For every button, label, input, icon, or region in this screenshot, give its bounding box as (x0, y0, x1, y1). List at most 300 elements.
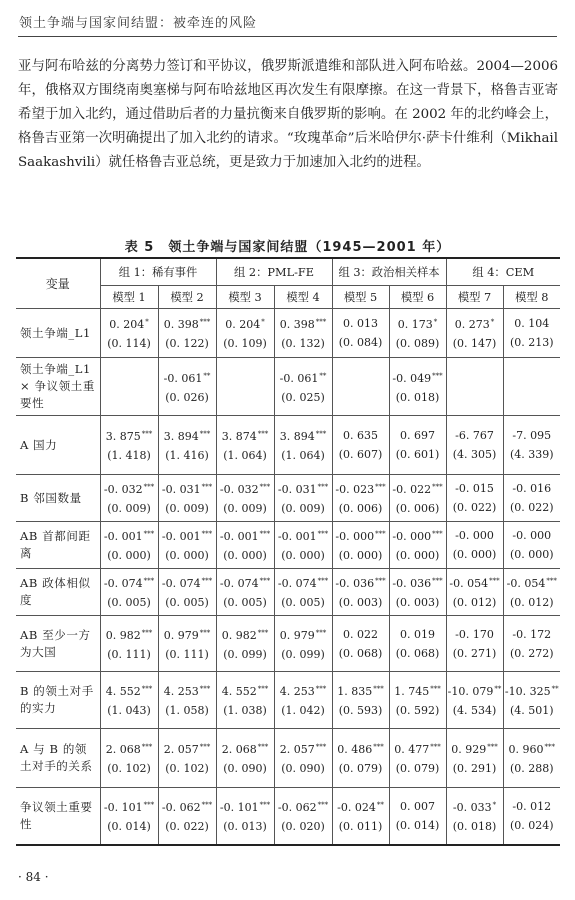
coefficient-cell (332, 416, 389, 475)
coefficient-value: -0. 000 (455, 529, 494, 542)
coefficient-cell (446, 358, 503, 416)
standard-error: (0. 014) (395, 818, 440, 832)
variable-label: A 与 B 的领土对手的关系 (16, 729, 100, 788)
coefficient-value: 0. 398 (163, 318, 199, 331)
coefficient-cell (503, 416, 560, 475)
significance-stars: ** (376, 800, 384, 809)
page-number: · 84 · (18, 870, 49, 884)
model-header: 模型 6 (389, 286, 446, 309)
coefficient-value: 1. 745 (394, 685, 430, 698)
significance-stars: *** (432, 530, 443, 538)
coefficient-value: 0. 929 (451, 743, 487, 756)
coefficient-cell (100, 522, 158, 569)
standard-error: (0. 601) (395, 448, 440, 461)
standard-error: (1. 064) (223, 449, 267, 462)
significance-stars: *** (259, 800, 271, 809)
significance-stars: *** (317, 577, 329, 585)
standard-error: (0. 000) (395, 549, 440, 562)
significance-stars: * (492, 800, 497, 809)
standard-error: (0. 147) (452, 337, 497, 350)
significance-stars: *** (143, 483, 155, 491)
coefficient-cell (503, 309, 560, 358)
standard-error: (0. 079) (338, 762, 383, 775)
significance-stars: *** (487, 743, 498, 751)
group-header: 组 2：PML-FE (216, 258, 332, 286)
standard-error: (0. 291) (452, 762, 497, 775)
coefficient-value: -0. 032 (103, 483, 143, 496)
standard-error: (0. 005) (107, 596, 151, 609)
coefficient-cell (332, 788, 389, 845)
variable-label: B 邻国数量 (16, 475, 100, 522)
significance-stars: *** (315, 430, 327, 438)
significance-stars: *** (143, 800, 155, 809)
coefficient-value: -0. 054 (449, 577, 489, 590)
standard-error: (0. 000) (107, 549, 151, 562)
standard-error: (0. 090) (223, 762, 267, 775)
coefficient-cell (100, 569, 158, 616)
significance-stars: *** (317, 800, 329, 809)
coefficient-cell (446, 788, 503, 845)
standard-error: (0. 006) (338, 502, 383, 515)
coefficient-cell (274, 729, 332, 788)
coefficient-cell (274, 522, 332, 569)
coefficient-value: -0. 033 (452, 800, 492, 814)
standard-error: (0. 079) (395, 762, 440, 775)
standard-error: (0. 011) (338, 819, 383, 833)
coefficient-cell (389, 729, 446, 788)
coefficient-value: 0. 007 (400, 799, 436, 813)
standard-error: (0. 009) (281, 502, 325, 515)
significance-stars: *** (315, 628, 327, 637)
table-title: 表 5 领土争端与国家间结盟（1945—2001 年） (124, 240, 451, 255)
coefficient-cell (216, 358, 274, 416)
standard-error: (0. 000) (452, 548, 497, 561)
significance-stars: *** (259, 483, 271, 491)
significance-stars: *** (430, 743, 441, 751)
model-header: 模型 2 (158, 286, 216, 309)
table-row (16, 788, 560, 845)
significance-stars: *** (315, 685, 327, 693)
standard-error: (1. 043) (107, 704, 151, 717)
standard-error: (0. 090) (281, 762, 325, 775)
coefficient-value: 0. 697 (400, 429, 436, 442)
coefficient-cell (216, 729, 274, 788)
standard-error: (0. 005) (165, 596, 209, 609)
significance-stars: * (433, 318, 438, 326)
coefficient-cell (158, 309, 216, 358)
table-row (16, 672, 560, 729)
standard-error: (0. 022) (165, 819, 209, 833)
standard-error: (0. 102) (107, 762, 151, 775)
significance-stars: *** (259, 577, 271, 585)
coefficient-value: 0. 982 (221, 628, 257, 642)
coefficient-value: 4. 552 (105, 685, 141, 698)
table-row (16, 616, 560, 672)
coefficient-value: -0. 023 (335, 483, 375, 496)
coefficient-cell (216, 672, 274, 729)
coefficient-value: -6. 767 (455, 429, 494, 442)
significance-stars: *** (317, 483, 329, 491)
standard-error: (0. 114) (107, 337, 151, 350)
coefficient-value: -0. 074 (161, 577, 201, 590)
significance-stars: *** (546, 577, 557, 585)
coefficient-value: 4. 552 (221, 685, 257, 698)
coefficient-cell (158, 672, 216, 729)
standard-error: (0. 005) (281, 596, 325, 609)
significance-stars: *** (257, 430, 269, 438)
coefficient-value: -0. 172 (512, 627, 552, 641)
standard-error: (0. 003) (395, 596, 440, 609)
model-header: 模型 8 (503, 286, 560, 309)
coefficient-cell (216, 569, 274, 616)
significance-stars: *** (199, 628, 211, 637)
significance-stars: *** (201, 483, 213, 491)
coefficient-value: 0. 204 (109, 318, 145, 331)
coefficient-cell (216, 309, 274, 358)
coefficient-value: -0. 031 (277, 483, 317, 496)
significance-stars: ** (551, 685, 559, 693)
standard-error: (0. 009) (223, 502, 267, 515)
model-header: 模型 7 (446, 286, 503, 309)
coefficient-cell (216, 616, 274, 672)
coefficient-cell (389, 672, 446, 729)
coefficient-cell (503, 358, 560, 416)
coefficient-value: -0. 036 (335, 577, 375, 590)
variable-label: 领土争端_L1 × 争议领土重要性 (16, 358, 100, 416)
standard-error: (0. 020) (281, 819, 325, 833)
coefficient-value: 1. 835 (337, 685, 373, 698)
coefficient-value: 0. 022 (343, 627, 379, 641)
coefficient-value: -0. 024 (337, 800, 376, 814)
coefficient-value: 2. 057 (279, 743, 315, 756)
coefficient-cell (503, 616, 560, 672)
table-row (16, 309, 560, 358)
coefficient-value: 4. 253 (279, 685, 315, 698)
standard-error: (0. 005) (223, 596, 267, 609)
coefficient-value: 0. 979 (163, 628, 199, 642)
significance-stars: *** (141, 628, 153, 637)
coefficient-value: 0. 273 (454, 318, 490, 331)
standard-error: (1. 416) (165, 449, 209, 462)
coefficient-cell (389, 416, 446, 475)
coefficient-value: -0. 016 (512, 482, 552, 495)
significance-stars: *** (315, 318, 327, 326)
coefficient-value: -0. 000 (512, 529, 552, 542)
significance-stars: *** (141, 430, 153, 438)
coefficient-value: 0. 979 (279, 628, 315, 642)
standard-error: (0. 099) (223, 647, 267, 661)
standard-error: (0. 003) (338, 596, 383, 609)
coefficient-value: -0. 000 (392, 530, 432, 543)
coefficient-cell (274, 475, 332, 522)
standard-error: (0. 084) (338, 336, 383, 349)
coefficient-cell (446, 416, 503, 475)
significance-stars: *** (430, 685, 441, 693)
coefficient-value: -0. 062 (277, 800, 317, 814)
standard-error: (0. 012) (509, 596, 554, 609)
coefficient-value: -0. 062 (161, 800, 201, 814)
running-head: 领土争端与国家间结盟：被牵连的风险 (19, 16, 258, 31)
standard-error: (0. 607) (338, 448, 383, 461)
significance-stars: *** (373, 685, 384, 693)
group-header: 组 3：政治相关样本 (332, 258, 446, 286)
coefficient-value: 0. 013 (343, 317, 379, 330)
standard-error: (0. 000) (509, 548, 554, 561)
coefficient-value: -0. 101 (219, 800, 259, 814)
coefficient-cell (100, 416, 158, 475)
coefficient-cell (158, 416, 216, 475)
variable-label: AB 政体相似度 (16, 569, 100, 616)
coefficient-value: 0. 635 (343, 429, 379, 442)
variable-label: AB 首都间距离 (16, 522, 100, 569)
coefficient-cell (503, 522, 560, 569)
coefficient-value: -0. 074 (103, 577, 143, 590)
standard-error: (4. 339) (509, 448, 554, 461)
standard-error: (0. 272) (509, 646, 554, 660)
coefficient-cell (158, 522, 216, 569)
coefficient-cell (503, 569, 560, 616)
coefficient-cell (274, 672, 332, 729)
model-header: 模型 4 (274, 286, 332, 309)
coefficient-value: -0. 061 (163, 371, 203, 385)
significance-stars: *** (199, 318, 211, 326)
significance-stars: *** (259, 530, 271, 538)
body-paragraph: 亚与阿布哈兹的分离势力签订和平协议，俄罗斯派遣维和部队进入阿布哈兹。2004—2006 年，俄格双方围绕南奥塞梯与阿布哈兹地区再次发生有限摩擦。在这一背景下，格鲁吉亚寄希望于加入北约，通过借助后者的力量抗衡来自俄罗斯的影响。在 2002 年的北约峰会上，格鲁吉亚第一次明确提出了加入北约的请求。“玫瑰革命”后米哈伊尔·萨卡什维利（Mikhail Saakashvili）就任格鲁吉亚总统，更是致力于加速加入北约的进程。 (18, 59, 558, 170)
coefficient-cell (446, 522, 503, 569)
significance-stars: *** (257, 628, 269, 637)
coefficient-cell (332, 358, 389, 416)
significance-stars: * (261, 318, 265, 326)
coefficient-cell (158, 616, 216, 672)
standard-error: (0. 025) (281, 390, 325, 404)
coefficient-cell (389, 788, 446, 845)
coefficient-cell (100, 788, 158, 845)
coefficient-value: -0. 000 (335, 530, 375, 543)
coefficient-cell (274, 788, 332, 845)
variable-label: 争议领土重要性 (16, 788, 100, 845)
standard-error: (0. 099) (281, 647, 325, 661)
coefficient-value: 0. 173 (397, 318, 433, 331)
coefficient-value: -0. 001 (219, 530, 259, 543)
coefficient-cell (216, 475, 274, 522)
coefficient-value: -0. 049 (392, 371, 432, 385)
coefficient-cell (332, 672, 389, 729)
coefficient-value: 0. 204 (225, 318, 261, 331)
significance-stars: ** (494, 685, 502, 693)
coefficient-value: -10. 079 (447, 685, 494, 698)
coefficient-cell (446, 672, 503, 729)
table-row (16, 569, 560, 616)
standard-error: (0. 026) (165, 390, 209, 404)
standard-error: (0. 022) (452, 501, 497, 514)
coefficient-value: 4. 253 (163, 685, 199, 698)
model-header: 模型 3 (216, 286, 274, 309)
coefficient-cell (446, 309, 503, 358)
standard-error: (0. 018) (452, 819, 497, 833)
significance-stars: *** (317, 530, 329, 538)
standard-error: (1. 058) (165, 704, 209, 717)
table-row (16, 522, 560, 569)
significance-stars: *** (199, 685, 211, 693)
coefficient-value: -0. 170 (455, 627, 494, 641)
standard-error: (0. 288) (509, 762, 554, 775)
coefficient-cell (158, 358, 216, 416)
coefficient-value: 0. 477 (394, 743, 430, 756)
coefficient-cell (389, 616, 446, 672)
significance-stars: *** (375, 530, 386, 538)
significance-stars: *** (143, 577, 155, 585)
coefficient-cell (503, 788, 560, 845)
coefficient-value: -0. 101 (103, 800, 143, 814)
coefficient-cell (332, 309, 389, 358)
coefficient-cell (216, 788, 274, 845)
coefficient-value: 3. 894 (279, 430, 315, 443)
standard-error: (0. 009) (107, 502, 151, 515)
variable-label: B 的领土对手的实力 (16, 672, 100, 729)
coefficient-value: 2. 068 (105, 743, 141, 756)
standard-error: (0. 014) (107, 819, 151, 833)
significance-stars: *** (375, 577, 386, 585)
regression-table (16, 257, 560, 846)
coefficient-cell (389, 569, 446, 616)
standard-error: (0. 009) (165, 502, 209, 515)
coefficient-value: -0. 015 (455, 482, 494, 495)
standard-error: (0. 000) (165, 549, 209, 562)
significance-stars: ** (203, 371, 211, 380)
significance-stars: *** (141, 685, 153, 693)
header-rule (18, 36, 557, 37)
significance-stars: *** (201, 577, 213, 585)
coefficient-value: 0. 982 (105, 628, 141, 642)
coefficient-value: -0. 001 (277, 530, 317, 543)
coefficient-cell (332, 522, 389, 569)
coefficient-cell (332, 616, 389, 672)
standard-error: (0. 068) (338, 646, 383, 660)
coefficient-value: 0. 104 (514, 317, 550, 330)
coefficient-value: -10. 325 (504, 685, 551, 698)
significance-stars: *** (375, 483, 386, 491)
coefficient-value: -0. 001 (103, 530, 143, 543)
coefficient-cell (389, 309, 446, 358)
variable-label: AB 至少一方为大国 (16, 616, 100, 672)
standard-error: (0. 592) (395, 704, 440, 717)
coefficient-value: -0. 012 (512, 799, 552, 813)
coefficient-cell (216, 416, 274, 475)
significance-stars: * (490, 318, 495, 326)
standard-error: (0. 132) (281, 337, 325, 350)
standard-error: (0. 109) (223, 337, 267, 350)
coefficient-cell (274, 309, 332, 358)
significance-stars: *** (432, 577, 443, 585)
standard-error: (0. 213) (509, 336, 554, 349)
standard-error: (0. 012) (452, 596, 497, 609)
significance-stars: *** (141, 743, 153, 751)
coefficient-value: 3. 894 (163, 430, 199, 443)
variable-header: 变量 (16, 258, 100, 309)
significance-stars: *** (315, 743, 327, 751)
coefficient-cell (100, 309, 158, 358)
coefficient-cell (100, 358, 158, 416)
variable-label: A 国力 (16, 416, 100, 475)
table-row (16, 475, 560, 522)
coefficient-cell (100, 672, 158, 729)
coefficient-cell (332, 569, 389, 616)
standard-error: (0. 068) (395, 646, 440, 660)
significance-stars: *** (199, 743, 211, 751)
coefficient-value: 0. 019 (400, 627, 436, 641)
variable-label: 领土争端_L1 (16, 309, 100, 358)
group-header: 组 1：稀有事件 (100, 258, 216, 286)
standard-error: (0. 000) (223, 549, 267, 562)
coefficient-value: -0. 031 (161, 483, 201, 496)
table-row (16, 416, 560, 475)
significance-stars: *** (257, 685, 269, 693)
standard-error: (1. 418) (107, 449, 151, 462)
standard-error: (0. 022) (509, 501, 554, 514)
standard-error: (4. 534) (452, 704, 497, 717)
coefficient-value: 3. 875 (105, 430, 141, 443)
coefficient-cell (274, 416, 332, 475)
coefficient-value: -0. 074 (277, 577, 317, 590)
coefficient-cell (158, 569, 216, 616)
model-header: 模型 5 (332, 286, 389, 309)
coefficient-value: -0. 032 (219, 483, 259, 496)
standard-error: (0. 013) (223, 819, 267, 833)
significance-stars: *** (201, 530, 213, 538)
significance-stars: ** (319, 371, 327, 380)
coefficient-cell (446, 729, 503, 788)
standard-error: (0. 122) (165, 337, 209, 350)
coefficient-cell (332, 475, 389, 522)
coefficient-value: 0. 960 (508, 743, 544, 756)
standard-error: (0. 018) (395, 390, 440, 404)
coefficient-cell (158, 788, 216, 845)
coefficient-value: -0. 054 (506, 577, 546, 590)
coefficient-value: -0. 022 (392, 483, 432, 496)
standard-error: (0. 089) (395, 337, 440, 350)
model-header: 模型 1 (100, 286, 158, 309)
standard-error: (4. 305) (452, 448, 497, 461)
significance-stars: *** (489, 577, 500, 585)
standard-error: (1. 042) (281, 704, 325, 717)
standard-error: (4. 501) (509, 704, 554, 717)
coefficient-cell (158, 475, 216, 522)
coefficient-cell (446, 616, 503, 672)
group-header: 组 4：CEM (446, 258, 560, 286)
coefficient-cell (100, 729, 158, 788)
significance-stars: * (145, 318, 149, 326)
standard-error: (0. 000) (281, 549, 325, 562)
significance-stars: *** (257, 743, 269, 751)
significance-stars: *** (201, 800, 213, 809)
coefficient-value: 0. 398 (279, 318, 315, 331)
coefficient-cell (100, 475, 158, 522)
significance-stars: *** (432, 371, 443, 380)
table-row (16, 729, 560, 788)
coefficient-cell (446, 569, 503, 616)
coefficient-cell (446, 475, 503, 522)
coefficient-cell (503, 672, 560, 729)
coefficient-value: 2. 068 (221, 743, 257, 756)
coefficient-value: 3. 874 (221, 430, 257, 443)
coefficient-value: -0. 036 (392, 577, 432, 590)
significance-stars: *** (143, 530, 155, 538)
standard-error: (0. 593) (338, 704, 383, 717)
coefficient-value: -7. 095 (512, 429, 552, 442)
table-row (16, 358, 560, 416)
coefficient-cell (389, 522, 446, 569)
coefficient-cell (503, 729, 560, 788)
